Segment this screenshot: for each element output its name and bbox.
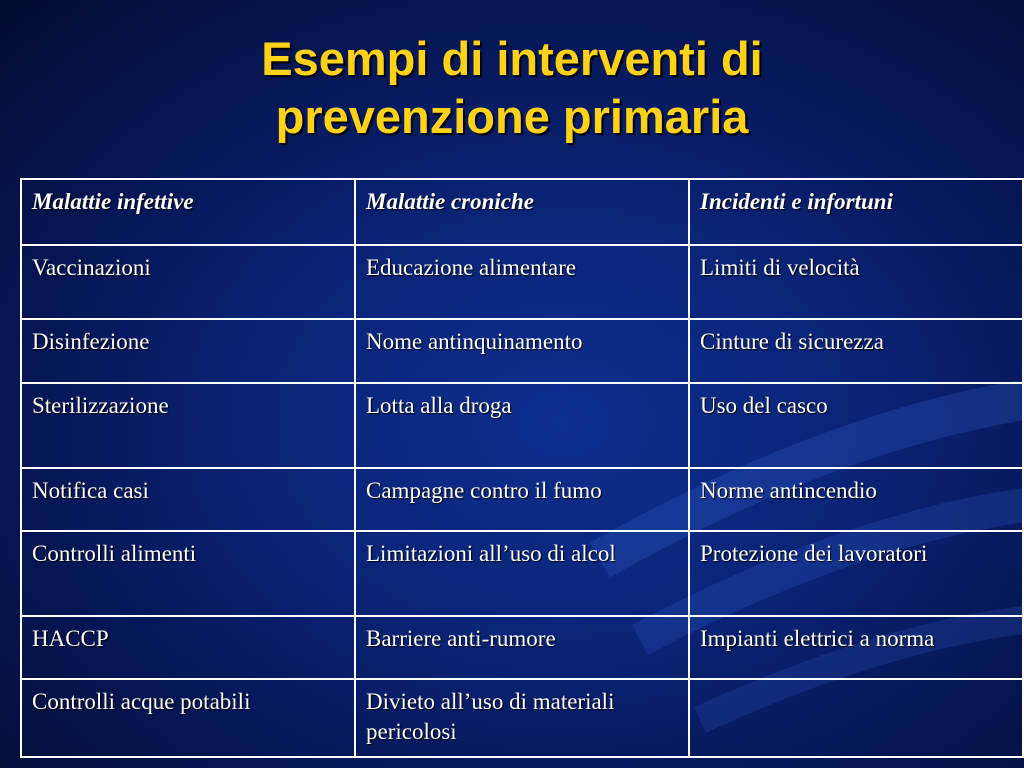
table-cell: Campagne contro il fumo xyxy=(355,468,689,531)
table-row xyxy=(21,531,1023,616)
table-header-row xyxy=(21,179,1023,245)
table-cell: Educazione alimentare xyxy=(355,245,689,319)
header-cell: Incidenti e infortuni xyxy=(689,179,1023,245)
table-cell: Disinfezione xyxy=(21,319,355,383)
table-cell: Cinture di sicurezza xyxy=(689,319,1023,383)
table-cell: Controlli alimenti xyxy=(21,531,355,616)
table-cell: Norme antincendio xyxy=(689,468,1023,531)
table-row xyxy=(21,383,1023,468)
table-cell: Sterilizzazione xyxy=(21,383,355,468)
table-cell: Impianti elettrici a norma xyxy=(689,616,1023,679)
table-cell: Divieto all’uso di materiali pericolosi xyxy=(355,679,689,757)
table-cell: Notifica casi xyxy=(21,468,355,531)
slide-title xyxy=(0,30,1024,146)
table-cell: Barriere anti-rumore xyxy=(355,616,689,679)
table-row xyxy=(21,616,1023,679)
slide-title-line-1: Esempi di interventi di xyxy=(261,32,763,85)
header-cell: Malattie infettive xyxy=(21,179,355,245)
slide-title-line-2: prevenzione primaria xyxy=(275,90,749,143)
table-row xyxy=(21,679,1023,757)
header-cell: Malattie croniche xyxy=(355,179,689,245)
table-row xyxy=(21,245,1023,319)
table-cell: HACCP xyxy=(21,616,355,679)
table-cell: Lotta alla droga xyxy=(355,383,689,468)
table-cell: Nome antinquinamento xyxy=(355,319,689,383)
table-cell: Vaccinazioni xyxy=(21,245,355,319)
prevention-table xyxy=(20,178,1024,758)
table-cell: Uso del casco xyxy=(689,383,1023,468)
table-cell: Limiti di velocità xyxy=(689,245,1023,319)
table-cell: Controlli acque potabili xyxy=(21,679,355,757)
table-row xyxy=(21,468,1023,531)
table-cell xyxy=(689,679,1023,757)
table-cell: Limitazioni all’uso di alcol xyxy=(355,531,689,616)
table-cell: Protezione dei lavoratori xyxy=(689,531,1023,616)
table-row xyxy=(21,319,1023,383)
